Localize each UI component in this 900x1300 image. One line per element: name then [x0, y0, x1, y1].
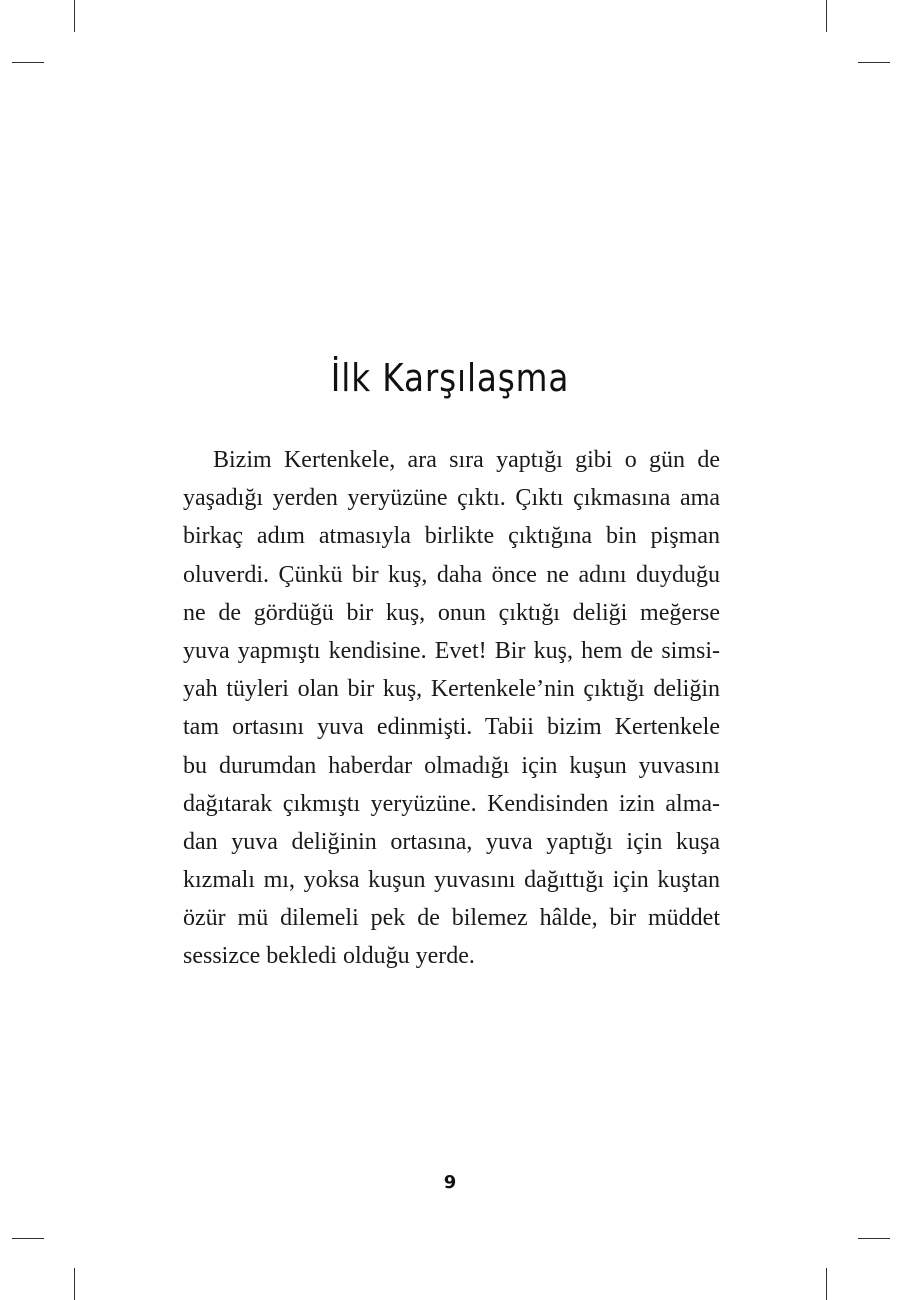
- text-line: yuva yapmıştı kendisine. Evet! Bir kuş, hem de simsi-: [183, 637, 720, 664]
- crop-mark-top-left-vertical: [74, 0, 75, 32]
- crop-mark-bottom-left-vertical: [74, 1268, 75, 1300]
- text-line: yaşadığı yerden yeryüzüne çıktı. Çıktı çıkmasına ama: [183, 485, 720, 512]
- text-line: dan yuva deliğinin ortasına, yuva yaptığı için kuşa: [183, 828, 720, 855]
- crop-mark-bottom-left-horizontal: [12, 1238, 44, 1239]
- crop-mark-top-right-vertical: [826, 0, 827, 32]
- text-line-last: sessizce bekledi olduğu yerde.: [183, 943, 475, 970]
- text-line: Bizim Kertenkele, ara sıra yaptığı gibi o gün de: [213, 447, 720, 473]
- text-line: birkaç adım atmasıyla birlikte çıktığına bin pişman: [183, 523, 720, 550]
- text-line: ne de gördüğü bir kuş, onun çıktığı deliği meğerse: [183, 599, 720, 626]
- text-line: tam ortasını yuva edinmişti. Tabii bizim Kertenkele: [183, 714, 720, 741]
- crop-mark-bottom-right-horizontal: [858, 1238, 890, 1239]
- text-line: yah tüyleri olan bir kuş, Kertenkele’nin çıktığı deliğin: [183, 676, 720, 703]
- crop-mark-bottom-right-vertical: [826, 1268, 827, 1300]
- text-line: bu durumdan haberdar olmadığı için kuşun yuvasını: [183, 752, 720, 779]
- text-line: kızmalı mı, yoksa kuşun yuvasını dağıttığı için kuştan: [183, 867, 720, 894]
- text-line: özür mü dilemeli pek de bilemez hâlde, bir müddet: [183, 905, 720, 932]
- crop-mark-top-left-horizontal: [12, 62, 44, 63]
- crop-mark-top-right-horizontal: [858, 62, 890, 63]
- text-line: dağıtarak çıkmıştı yeryüzüne. Kendisinden izin alma-: [183, 790, 720, 817]
- text-line: oluverdi. Çünkü bir kuş, daha önce ne adını duyduğu: [183, 561, 720, 588]
- chapter-title: İlk Karşılaşma: [330, 356, 570, 400]
- body-paragraph: [183, 441, 720, 976]
- page-number: 9: [443, 1172, 457, 1193]
